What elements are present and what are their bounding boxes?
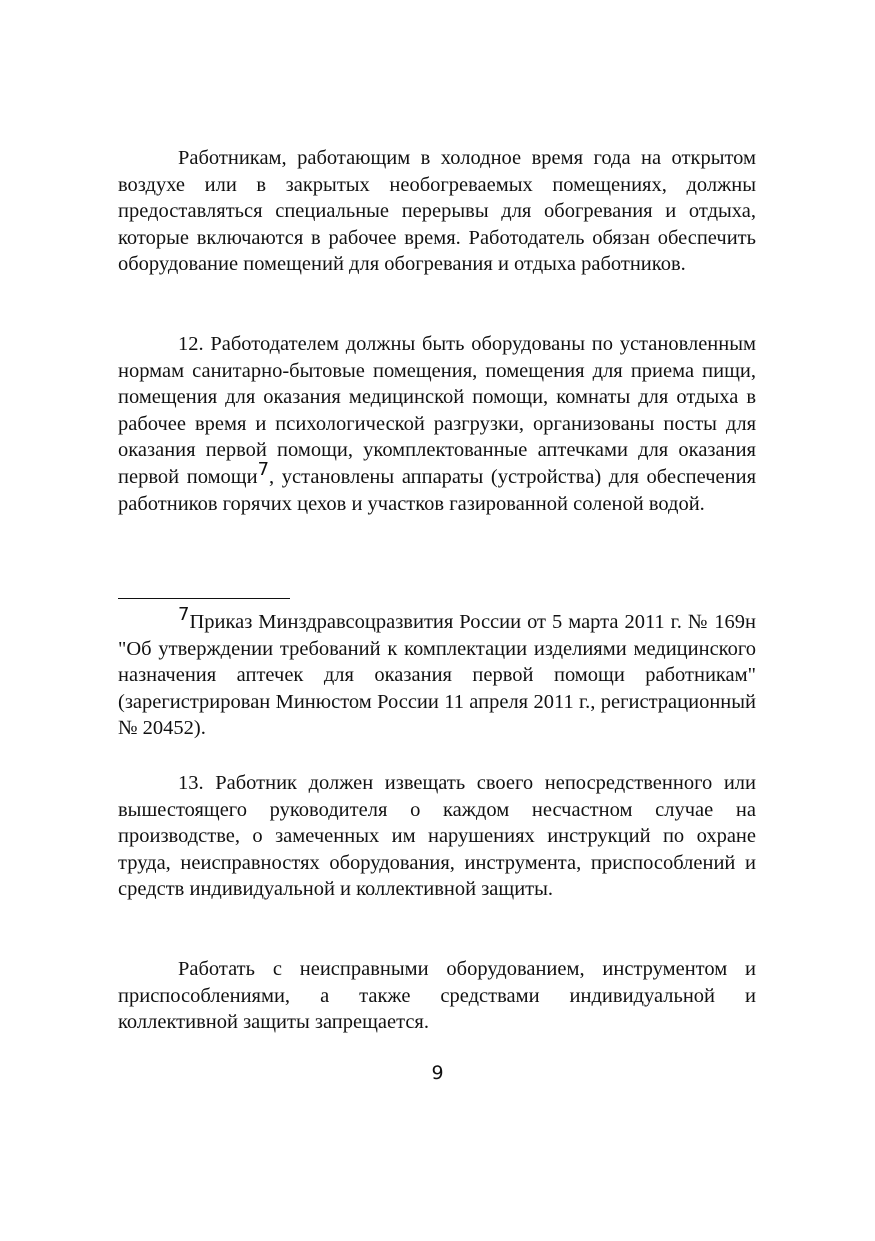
paragraph-13: 13. Работник должен извещать своего непосредственного или вышестоящего руководителя о каждом несчастном случае на производстве, о замеченных им нарушениях инструкций по охране труда, неисправностях оборудования, инструмента, приспособлений и средств индивидуальной и коллективной защиты.	[118, 772, 756, 901]
paragraph-prohibition: Работать с неисправными оборудованием, инструментом и приспособлениями, а также средствами индивидуальной и коллективной защиты запрещается.	[118, 958, 756, 1034]
paragraph-12	[118, 331, 756, 517]
paragraph-12-text: 12. Работодателем должны быть оборудованы по установленным нормам санитарно-бытовые помещения, помещения для приема пищи, помещения для оказания медицинской помощи, комнаты для отдыха в рабочее время и психологической разгрузки, организованы посты для оказания первой помощи, укомплектованные аптечками для оказания первой помощи	[118, 333, 756, 488]
footnote-7-text: Приказ Минздравсоцразвития России от 5 марта 2011 г. № 169н "Об утверждении требований к комплектации изделиями медицинского назначения аптечек для оказания первой помощи работникам" (зарегистрирован Минюстом России 11 апреля 2011 г., регистрационный № 20452).	[118, 611, 756, 740]
paragraph-12-continuation: , установлены аппараты (устройства) для обеспечения работников горячих цехов и участков газированной соленой водой.	[118, 465, 757, 515]
footnote-reference-7[interactable]: 7	[257, 458, 270, 480]
page-number: 9	[431, 1062, 444, 1084]
footnote-separator	[118, 598, 290, 599]
footnote-marker-7: 7	[178, 604, 190, 625]
paragraph-rest-breaks: Работникам, работающим в холодное время года на открытом воздухе или в закрытых необогреваемых помещениях, должны предоставляться специальные перерывы для обогревания и отдыха, которые включаются в рабочее время. Работодатель обязан обеспечить оборудование помещений для обогревания и отдыха работников.	[118, 147, 756, 276]
footnote-7	[118, 604, 756, 742]
